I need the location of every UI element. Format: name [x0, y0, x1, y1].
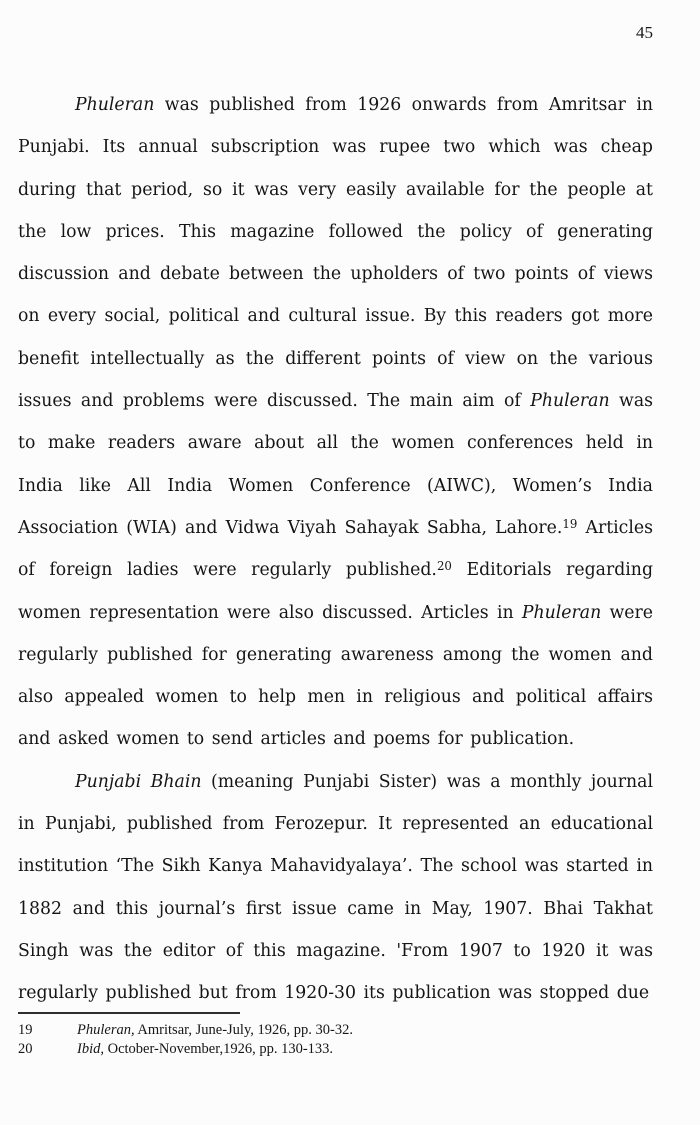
page-number: 45	[636, 23, 653, 42]
footnote-list	[18, 1021, 658, 1058]
italic-title: Phuleran	[75, 95, 155, 115]
text-run: Editorials regarding women representation were also discussed. Articles in	[18, 560, 654, 623]
text-run: (meaning Punjabi Sister) was a monthly journal in Punjabi, published from Ferozepur. It represented an educational institution ‘The Sikh Kanya Mahavidyalaya’. The school was started in 1882 and this journal’s first issue came in May, 1907. Bhai Takhat Singh was the editor of this magazine. 'From 1907 to 1920 it was regularly published but from 1920-30 its publication was stopped due	[18, 771, 654, 1004]
text-run: were regularly published for generating awareness among the women and also appealed women to help men in religious and political affairs and asked women to send articles and poems for publication.	[18, 602, 653, 750]
footnote-text	[77, 1021, 353, 1040]
footnote-number: 19	[18, 1022, 33, 1038]
footnote-reference: 19	[562, 516, 578, 531]
footnote-20	[18, 1040, 658, 1059]
footnote-text	[77, 1040, 333, 1059]
footnotes-section	[18, 1012, 658, 1058]
text-run: Amritsar, June-July, 1926, pp. 30-32.	[134, 1022, 353, 1038]
footnote-19	[18, 1021, 658, 1040]
text-run: Articles of foreign ladies were regularly published.	[18, 517, 653, 581]
italic-title: Punjabi Bhain	[75, 771, 202, 792]
paragraph-2	[18, 761, 653, 1015]
body-text	[18, 84, 653, 1015]
footnote-number: 20	[18, 1040, 33, 1057]
footnote-reference: 20	[436, 558, 452, 573]
italic-title: Phuleran	[530, 391, 610, 412]
text-run: was published from 1926 onwards from Amritsar in Punjabi. Its annual subscription was rupee two which was cheap during that period, so it was very easily available for the people at the low prices. This magazine followed the policy of generating discussion and debate between the upholders of two points of views on every social, political and cultural issue. By this readers got more benefit intellectually as the different points of view on the various issues and problems were discussed. The main aim of	[18, 95, 653, 412]
footnote-separator	[18, 1012, 240, 1014]
italic-title: Ibid,	[77, 1040, 104, 1057]
italic-title: Phuleran,	[77, 1022, 135, 1038]
text-run: October-November,1926, pp. 130-133.	[103, 1040, 334, 1057]
text-run: was to make readers aware about all the women conferences held in India like All India Women Conference (AIWC), Women’s India Association (WIA) and Vidwa Viyah Sahayak Sabha, Lahore.	[18, 391, 653, 538]
paragraph-1	[18, 84, 653, 761]
italic-title: Phuleran	[521, 602, 602, 623]
